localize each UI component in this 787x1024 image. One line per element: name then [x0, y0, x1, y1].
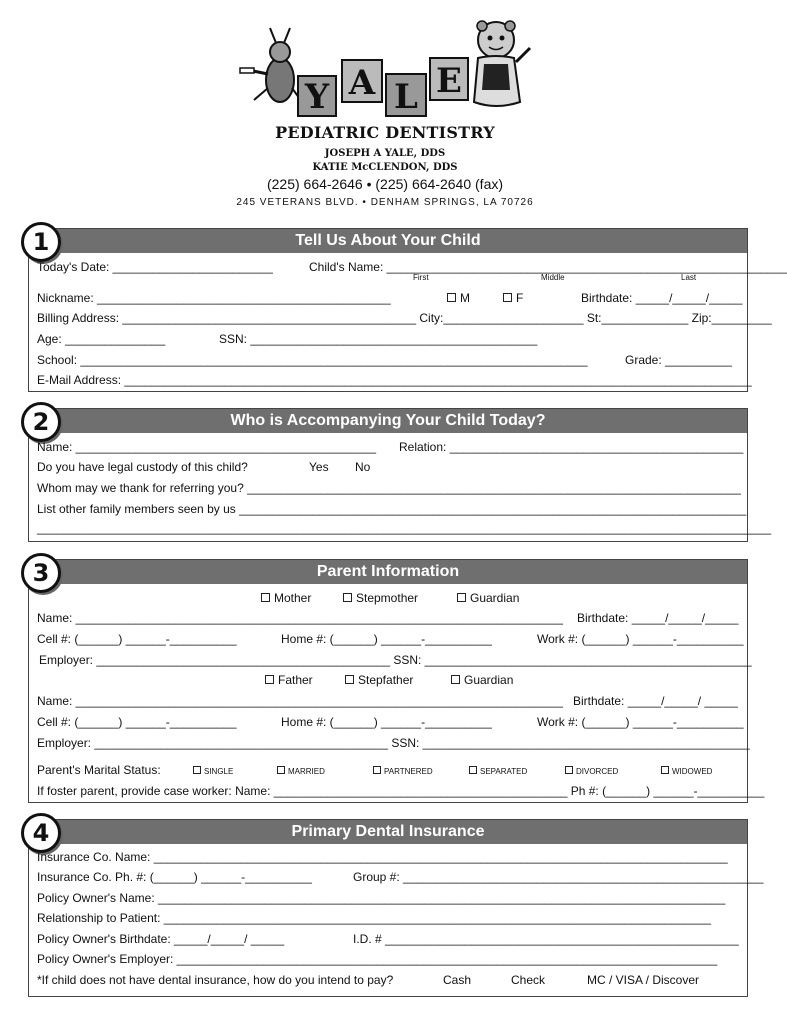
checkbox-icon [457, 593, 466, 602]
parent2-birthdate-field[interactable]: Birthdate: _____/_____/ _____ [573, 694, 738, 708]
doctor-name-2: KATIE McCLENDON, DDS [312, 162, 458, 173]
custody-question: Do you have legal custody of this child? [37, 460, 248, 474]
policy-owner-birthdate-field[interactable]: Policy Owner's Birthdate: _____/_____/ _____ [37, 932, 285, 946]
insurance-name-field[interactable]: Insurance Co. Name: ______________________________________________________________________________________ [37, 850, 728, 864]
section-number: 4 [21, 813, 61, 853]
insurance-id-field[interactable]: I.D. # _____________________________________________________ [353, 932, 739, 946]
sex-m-checkbox[interactable]: M [447, 291, 470, 305]
checkbox-icon [373, 766, 381, 774]
section-dental-insurance [28, 819, 764, 997]
section-title: Who is Accompanying Your Child Today? [29, 409, 747, 433]
checkbox-icon [565, 766, 573, 774]
phone-fax: (225) 664-2646 • (225) 664-2640 (fax) [266, 176, 504, 192]
childs-name-field[interactable]: Child's Name: ____________________________________________________________ [309, 260, 787, 274]
practice-address: 245 VETERANS BLVD. • DENHAM SPRINGS, LA 70726 [236, 197, 534, 208]
section-child-info [28, 228, 787, 392]
email-field[interactable]: E-Mail Address: ______________________________________________________________________________________________ [37, 373, 752, 387]
section-title: Tell Us About Your Child [29, 229, 747, 253]
section-number: 1 [21, 222, 61, 262]
checkbox-icon [277, 766, 285, 774]
father-checkbox[interactable]: Father [265, 673, 313, 687]
parent1-home-field[interactable]: Home #: (______) ______-__________ [281, 632, 492, 646]
section-number: 3 [21, 553, 61, 593]
school-field[interactable]: School: ____________________________________________________________________________ [37, 353, 588, 367]
section-title: Parent Information [29, 560, 747, 584]
guardian-checkbox[interactable]: Guardian [457, 591, 519, 605]
payment-question: *If child does not have dental insurance, how do you intend to pay? [37, 973, 394, 987]
svg-text:L: L [394, 77, 418, 117]
marital-married-checkbox[interactable]: MARRIED [277, 765, 325, 779]
svg-text:Y: Y [304, 77, 330, 117]
parent2-cell-field[interactable]: Cell #: (______) ______-__________ [37, 715, 237, 729]
mother-checkbox[interactable]: Mother [261, 591, 311, 605]
custody-no-option[interactable]: No [355, 460, 371, 474]
relationship-field[interactable]: Relationship to Patient: __________________________________________________________________________________ [37, 911, 711, 925]
checkbox-icon [265, 675, 274, 684]
policy-owner-employer-field[interactable]: Policy Owner's Employer: _________________________________________________________________________________ [37, 952, 718, 966]
family-members-field[interactable]: List other family members seen by us ____________________________________________________________________________ [37, 502, 747, 516]
sex-f-checkbox[interactable]: F [503, 291, 523, 305]
checkbox-icon [447, 293, 456, 302]
billing-address-field[interactable]: Billing Address: ____________________________________________ City:_____________________ St:_____________ Zip:_________ [37, 311, 772, 325]
checkbox-icon [261, 593, 270, 602]
marital-partnered-checkbox[interactable]: PARTNERED [373, 765, 433, 779]
checkbox-icon [469, 766, 477, 774]
parent1-work-field[interactable]: Work #: (______) ______-__________ [537, 632, 744, 646]
relation-field[interactable]: Relation: ____________________________________________ [399, 440, 744, 454]
guardian-checkbox-2[interactable]: Guardian [451, 673, 513, 687]
tiger-mascot-icon [474, 21, 530, 106]
foster-caseworker-field[interactable]: If foster parent, provide case worker: Name: ____________________________________________ Ph #: (______) ______-__________ [37, 784, 765, 798]
parent2-work-field[interactable]: Work #: (______) ______-__________ [537, 715, 744, 729]
custody-yes-option[interactable]: Yes [309, 460, 329, 474]
practice-logo [238, 18, 538, 130]
sub-first: First [413, 273, 429, 282]
stepfather-checkbox[interactable]: Stepfather [345, 673, 413, 687]
bug-mascot-icon [240, 28, 302, 102]
parent2-employer-field[interactable]: Employer: ____________________________________________ SSN: _________________________________________________ [37, 736, 750, 750]
section-accompanying [28, 408, 772, 542]
sub-last: Last [681, 273, 697, 282]
parent2-home-field[interactable]: Home #: (______) ______-__________ [281, 715, 492, 729]
referring-field[interactable]: Whom may we thank for referring you? __________________________________________________________________________ [37, 481, 741, 495]
todays-date-field[interactable]: Today's Date: ________________________ [37, 260, 273, 274]
parent1-cell-field[interactable]: Cell #: (______) ______-__________ [37, 632, 237, 646]
section-title: Primary Dental Insurance [29, 820, 747, 844]
checkbox-icon [503, 293, 512, 302]
grade-field[interactable]: Grade: __________ [625, 353, 732, 367]
parent1-name-field[interactable]: Name: _________________________________________________________________________ [37, 611, 563, 625]
checkbox-icon [343, 593, 352, 602]
checkbox-icon [193, 766, 201, 774]
age-field[interactable]: Age: _______________ [37, 332, 166, 346]
checkbox-icon [661, 766, 669, 774]
child-birthdate-field[interactable]: Birthdate: _____/_____/_____ [581, 291, 743, 305]
svg-text:E: E [436, 61, 462, 101]
marital-widowed-checkbox[interactable]: WIDOWED [661, 765, 712, 779]
checkbox-icon [451, 675, 460, 684]
group-number-field[interactable]: Group #: ______________________________________________________ [353, 870, 764, 884]
svg-text:A: A [348, 63, 376, 103]
marital-single-checkbox[interactable]: SINGLE [193, 765, 233, 779]
parent1-birthdate-field[interactable]: Birthdate: _____/_____/_____ [577, 611, 739, 625]
marital-status-label: Parent's Marital Status: [37, 763, 161, 777]
practice-name: PEDIATRIC DENTISTRY [275, 123, 495, 142]
nickname-field[interactable]: Nickname: ____________________________________________ [37, 291, 391, 305]
parent2-name-field[interactable]: Name: _________________________________________________________________________ [37, 694, 563, 708]
parent1-employer-field[interactable]: Employer: ____________________________________________ SSN: _________________________________________________ [39, 653, 752, 667]
pay-cash-option[interactable]: Cash [443, 973, 472, 987]
letter-blocks [298, 58, 468, 117]
accomp-name-field[interactable]: Name: _____________________________________________ [37, 440, 376, 454]
pay-card-option[interactable]: MC / VISA / Discover [587, 973, 700, 987]
marital-divorced-checkbox[interactable]: DIVORCED [565, 765, 618, 779]
ssn-field[interactable]: SSN: ___________________________________________ [219, 332, 538, 346]
doctor-name-1: JOSEPH A YALE, DDS [324, 148, 446, 159]
section-number: 2 [21, 402, 61, 442]
stepmother-checkbox[interactable]: Stepmother [343, 591, 418, 605]
checkbox-icon [345, 675, 354, 684]
policy-owner-name-field[interactable]: Policy Owner's Name: _____________________________________________________________________________________ [37, 891, 726, 905]
insurance-phone-field[interactable]: Insurance Co. Ph. #: (______) ______-__________ [37, 870, 312, 884]
section-parent-info [28, 559, 765, 803]
sub-middle: Middle [541, 273, 565, 282]
pay-check-option[interactable]: Check [511, 973, 546, 987]
family-members-field-2[interactable]: ______________________________________________________________________________________________________________ [37, 521, 772, 535]
marital-separated-checkbox[interactable]: SEPARATED [469, 765, 527, 779]
